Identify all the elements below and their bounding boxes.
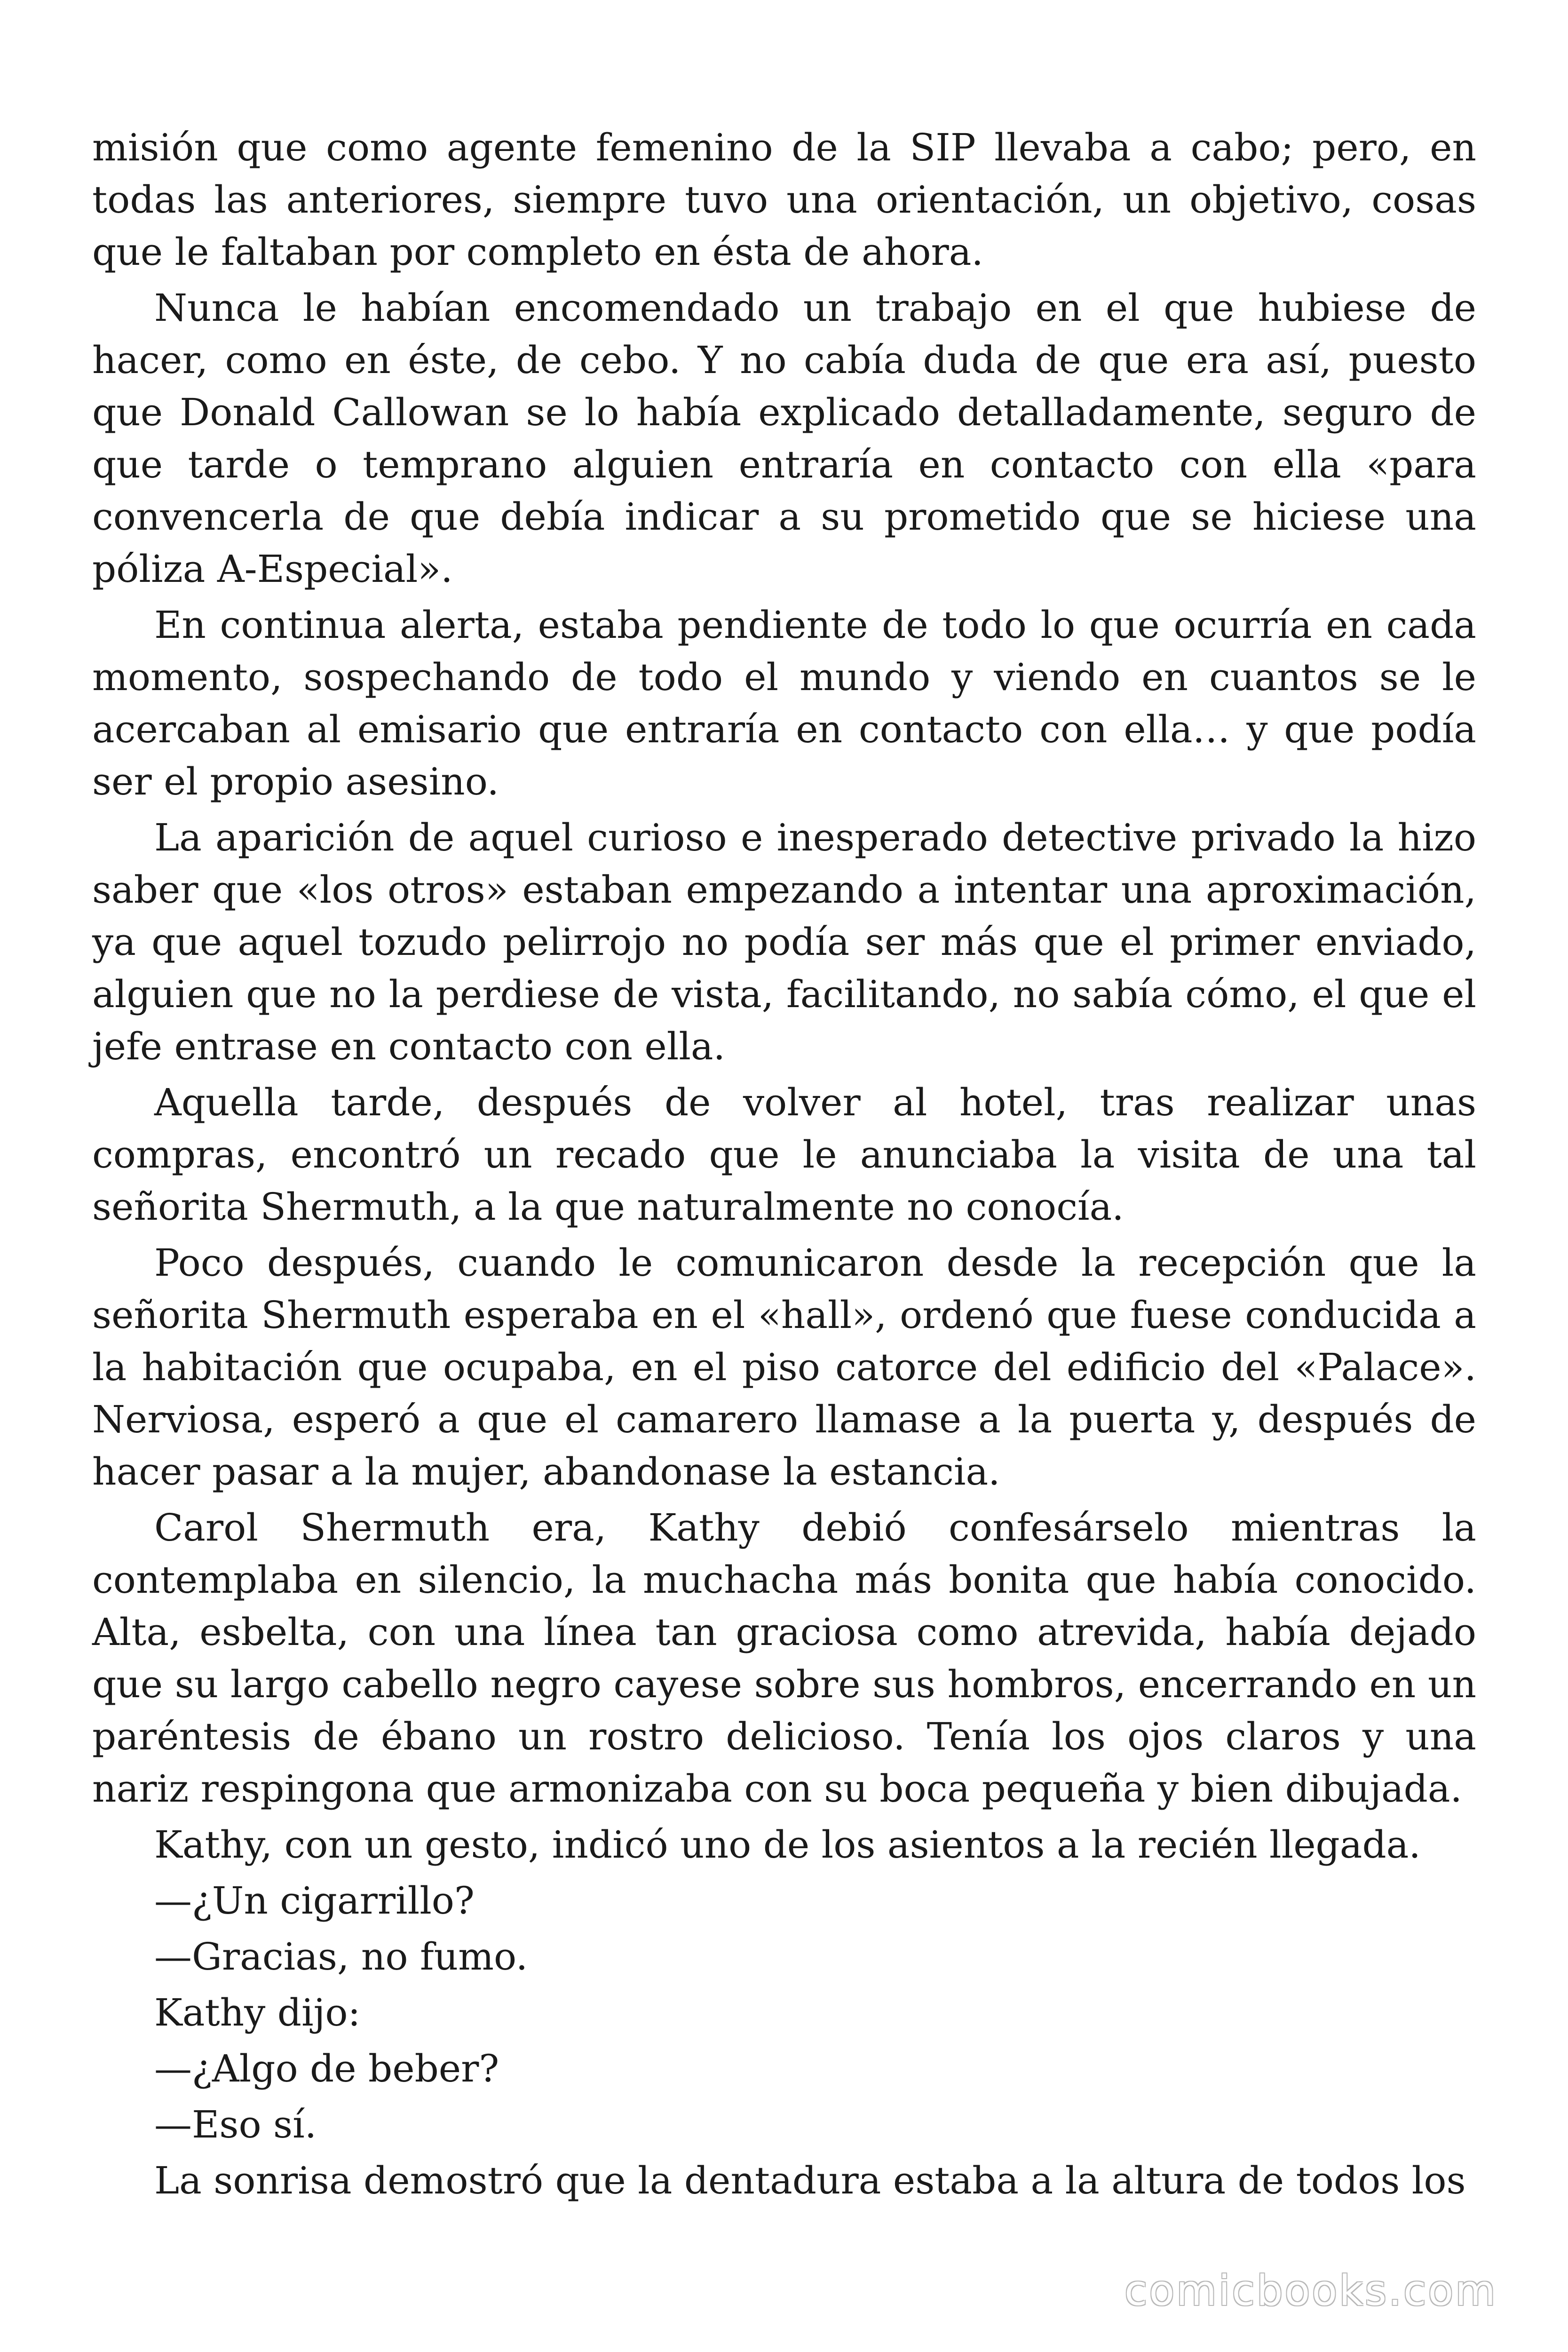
dialogue-line: —¿Un cigarrillo? <box>154 1879 475 1923</box>
paragraph: La sonrisa demostró que la dentadura estaba a la altura de todos los <box>154 2159 1466 2202</box>
paragraph: Carol Shermuth era, Kathy debió confesárselo mientras la contemplaba en silencio, la muchacha más bonita que había conocido. Alta, esbelta, con una línea tan graciosa como atrevida, había dejado que su largo cabello negro cayese sobre sus hombros, encerrando en un paréntesis de ébano un rostro delicioso. Tenía los ojos claros y una nariz respingona que armonizaba con su boca pequeña y bien dibujada. <box>92 1506 1476 1811</box>
dialogue-line: —Eso sí. <box>154 2103 317 2146</box>
paragraph: En continua alerta, estaba pendiente de todo lo que ocurría en cada momento, sospechando de todo el mundo y viendo en cuantos se le acercaban al emisario que entraría en contacto con ella… y que podía ser el propio asesino. <box>92 603 1476 803</box>
paragraph: misión que como agente femenino de la SIP llevaba a cabo; pero, en todas las anteriores, siempre tuvo una orientación, un objetivo, cosas que le faltaban por completo en ésta de ahora. <box>92 126 1476 274</box>
paragraph: Aquella tarde, después de volver al hotel, tras realizar unas compras, encontró un recado que le anunciaba la visita de una tal señorita Shermuth, a la que naturalmente no conocía. <box>92 1081 1476 1229</box>
paragraph: La aparición de aquel curioso e inesperado detective privado la hizo saber que «los otros» estaban empezando a intentar una aproximación, ya que aquel tozudo pelirrojo no podía ser más que el primer enviado, alguien que no la perdiese de vista, facilitando, no sabía cómo, el que el jefe entrase en contacto con ella. <box>92 816 1476 1068</box>
body-text <box>92 121 1476 2210</box>
paragraph: Kathy dijo: <box>154 1991 361 2034</box>
paragraph: Poco después, cuando le comunicaron desde la recepción que la señorita Shermuth esperaba en el «hall», ordenó que fuese conducida a la habitación que ocupaba, en el piso catorce del edificio del «Palace». Nerviosa, esperó a que el camarero llamase a la puerta y, después de hacer pasar a la mujer, abandonase la estancia. <box>92 1241 1476 1494</box>
dialogue-line: —¿Algo de beber? <box>154 2047 499 2090</box>
paragraph: Kathy, con un gesto, indicó uno de los asientos a la recién llegada. <box>154 1823 1421 1867</box>
paragraph: Nunca le habían encomendado un trabajo en el que hubiese de hacer, como en éste, de cebo. Y no cabía duda de que era así, puesto que Donald Callowan se lo había explicado detalladamente, seguro de que tarde o temprano alguien entraría en contacto con ella «para convencerla de que debía indicar a su prometido que se hiciese una póliza A-Especial». <box>92 286 1476 591</box>
watermark: comicbooks.com <box>1124 2266 1497 2315</box>
dialogue-line: —Gracias, no fumo. <box>154 1935 528 1979</box>
